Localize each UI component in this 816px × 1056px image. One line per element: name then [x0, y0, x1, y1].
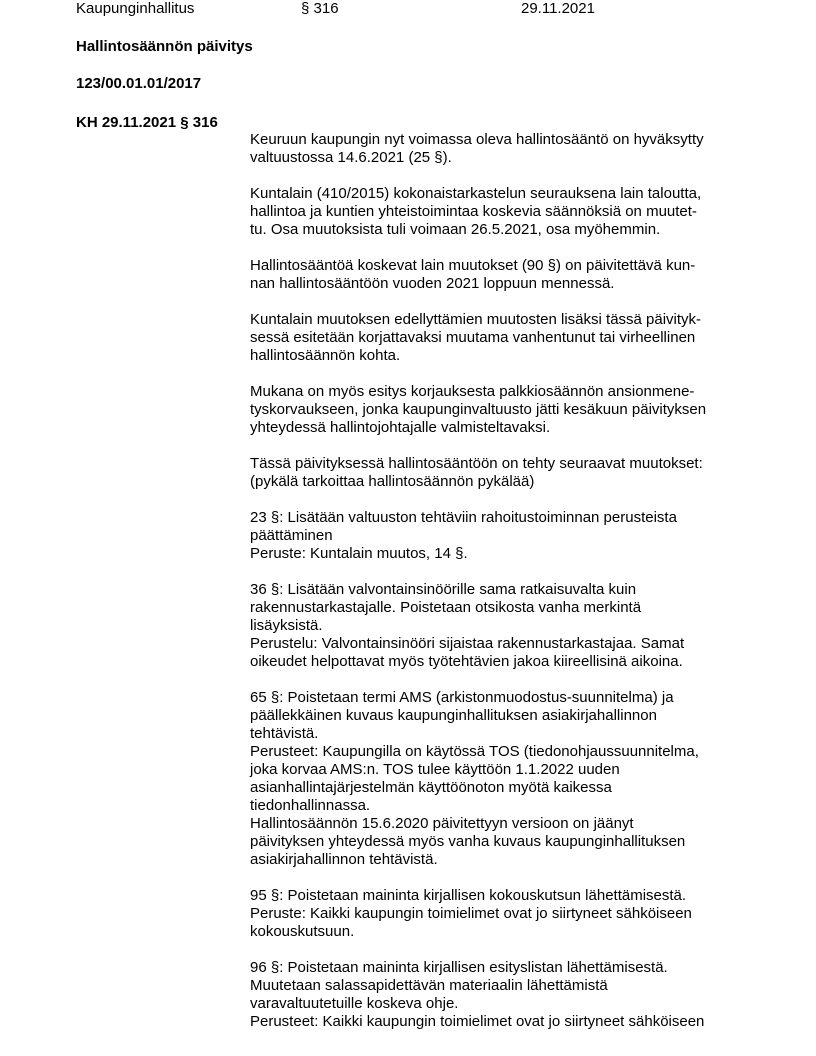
paragraph-line: oikeudet helpottavat myös työtehtävien jakoa kiireellisinä aikoina. — [250, 653, 683, 670]
paragraph-line: tiedonhallinnassa. — [250, 797, 371, 814]
paragraph-line: Muutetaan salassapidettävän materiaalin lähettämistä — [250, 977, 608, 994]
body-paragraph — [250, 257, 742, 293]
header-date: 29.11.2021 — [521, 0, 595, 17]
paragraph-line: Hallintosäännön 15.6.2020 päivitettyyn versioon on jäänyt — [250, 815, 634, 832]
paragraph-line: nan hallintosääntöön vuoden 2021 loppuun mennessä. — [250, 275, 615, 292]
meeting-reference: KH 29.11.2021 § 316 — [76, 114, 218, 131]
paragraph-line: lisäyksistä. — [250, 617, 323, 634]
paragraph-line: Peruste: Kaikki kaupungin toimielimet ovat jo siirtyneet sähköiseen — [250, 905, 692, 922]
body-paragraph — [250, 383, 742, 437]
paragraph-line: Kuntalain muutoksen edellyttämien muutosten lisäksi tässä päivityk- — [250, 311, 702, 328]
paragraph-line: Tässä päivityksessä hallintosääntöön on tehty seuraavat muutokset: — [250, 455, 703, 472]
body-paragraph — [250, 311, 742, 365]
paragraph-line: Perusteet: Kaupungilla on käytössä TOS (tiedonohjaussuunnitelma, — [250, 743, 699, 760]
paragraph-line: tyskorvaukseen, jonka kaupunginvaltuusto jätti kesäkuun päivityksen — [250, 401, 707, 418]
paragraph-line: Mukana on myös esitys korjauksesta palkkiosäännön ansionmene- — [250, 383, 695, 400]
paragraph-line: hallintoa ja kuntien yhteistoimintaa koskevia säännöksiä on muutet- — [250, 203, 697, 220]
paragraph-line: sessä esitetään korjattavaksi muutama vanhentunut tai virheellinen — [250, 329, 696, 346]
paragraph-line: valtuustossa 14.6.2021 (25 §). — [250, 149, 452, 166]
paragraph-line: kokouskutsuun. — [250, 923, 355, 940]
paragraph-line: asianhallintajärjestelmän käyttöönoton myötä kaikessa — [250, 779, 612, 796]
paragraph-line: asiakirjahallinnon tehtävistä. — [250, 851, 438, 868]
paragraph-line: tehtävistä. — [250, 725, 319, 742]
paragraph-line: päällekkäinen kuvaus kaupunginhallituksen asiakirjahallinnon — [250, 707, 657, 724]
paragraph-line: 95 §: Poistetaan maininta kirjallisen kokouskutsun lähettämisestä. — [250, 887, 687, 904]
body-paragraph — [250, 131, 742, 167]
body-paragraph — [250, 509, 742, 563]
reference-number: 123/00.01.01/2017 — [76, 75, 202, 92]
paragraph-line: Perusteet: Kaikki kaupungin toimielimet ovat jo siirtyneet sähköiseen — [250, 1013, 705, 1030]
document-title: Hallintosäännön päivitys — [76, 38, 253, 55]
paragraph-line: Hallintosääntöä koskevat lain muutokset (90 §) on päivitettävä kun- — [250, 257, 696, 274]
paragraph-line: tu. Osa muutoksista tuli voimaan 26.5.2021, osa myöhemmin. — [250, 221, 661, 238]
body-paragraph — [250, 887, 742, 941]
body-text — [250, 131, 742, 1049]
paragraph-line: rakennustarkastajalle. Poistetaan otsikosta vanha merkintä — [250, 599, 642, 616]
paragraph-line: päättäminen — [250, 527, 333, 544]
paragraph-line: Perustelu: Valvontainsinööri sijaistaa rakennustarkastajaa. Samat — [250, 635, 685, 652]
paragraph-line: hallintosäännön kohta. — [250, 347, 401, 364]
body-paragraph — [250, 689, 742, 869]
paragraph-line: 36 §: Lisätään valvontainsinöörille sama ratkaisuvalta kuin — [250, 581, 637, 598]
paragraph-line: Peruste: Kuntalain muutos, 14 §. — [250, 545, 468, 562]
body-paragraph — [250, 455, 742, 491]
paragraph-line: joka korvaa AMS:n. TOS tulee käyttöön 1.1.2022 uuden — [250, 761, 620, 778]
paragraph-line: 96 §: Poistetaan maininta kirjallisen esityslistan lähettämisestä. — [250, 959, 668, 976]
header-body-name: Kaupunginhallitus — [76, 0, 195, 17]
paragraph-line: 65 §: Poistetaan termi AMS (arkistonmuodostus-suunnitelma) ja — [250, 689, 674, 706]
paragraph-line: yhteydessä hallintojohtajalle valmisteltavaksi. — [250, 419, 551, 436]
paragraph-line: (pykälä tarkoittaa hallintosäännön pykälää) — [250, 473, 535, 490]
paragraph-line: päivityksen yhteydessä myös vanha kuvaus kaupunginhallituksen — [250, 833, 686, 850]
paragraph-line: Kuntalain (410/2015) kokonaistarkastelun seurauksena lain taloutta, — [250, 185, 702, 202]
paragraph-line: Keuruun kaupungin nyt voimassa oleva hallintosääntö on hyväksytty — [250, 131, 704, 148]
body-paragraph — [250, 185, 742, 239]
paragraph-line: varavaltuutetuille koskeva ohje. — [250, 995, 459, 1012]
page-header — [0, 0, 816, 20]
body-paragraph — [250, 959, 742, 1031]
paragraph-line: 23 §: Lisätään valtuuston tehtäviin rahoitustoiminnan perusteista — [250, 509, 677, 526]
header-section-number: § 316 — [301, 0, 339, 17]
body-paragraph — [250, 581, 742, 671]
